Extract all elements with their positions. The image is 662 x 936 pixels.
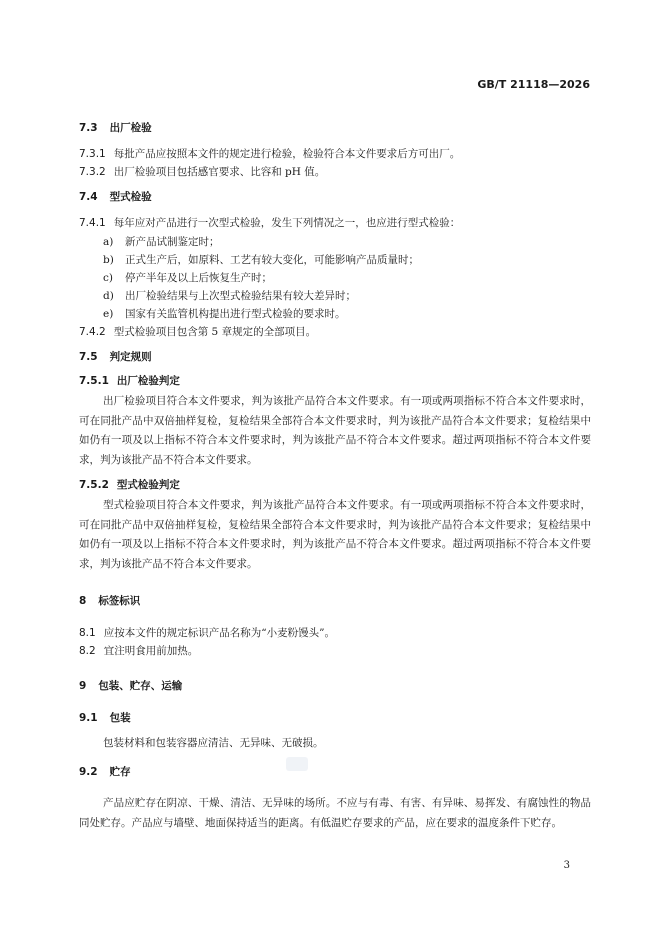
heading-9-1 <box>79 710 131 725</box>
clause-text: 型式检验项目包含第 5 章规定的全部项目。 <box>113 326 317 338</box>
clause-number: 7.3.2 <box>79 166 106 178</box>
heading-8 <box>79 593 140 608</box>
clause-number: 7.3.1 <box>79 148 106 160</box>
section-number: 7.5 <box>79 351 98 363</box>
section-number: 7.5.1 <box>79 375 109 387</box>
list-item: a) 新产品试制鉴定时； <box>103 236 220 248</box>
clause-text: 每年应对产品进行一次型式检验，发生下列情况之一，也应进行型式检验： <box>113 217 461 229</box>
clause-text: 应按本文件的规定标识产品名称为“小麦粉馒头”。 <box>103 627 335 639</box>
clause-text: 宜注明食用前加热。 <box>103 645 199 657</box>
list-item: e) 国家有关监管机构提出进行型式检验的要求时。 <box>103 308 346 320</box>
heading-7-4 <box>79 189 152 204</box>
paragraph-9-1: 包装材料和包装容器应清洁、无异味、无破损。 <box>103 737 324 749</box>
section-title: 包装 <box>109 712 131 724</box>
section-number: 7.3 <box>79 122 98 134</box>
heading-7-3 <box>79 120 152 135</box>
section-title: 判定规则 <box>109 351 152 363</box>
section-title: 包装、贮存、运输 <box>98 680 183 692</box>
section-title: 标签标识 <box>98 595 141 607</box>
clause-number: 8.1 <box>79 627 96 639</box>
list-item: b) 正式生产后，如原料、工艺有较大变化，可能影响产品质量时； <box>103 254 419 266</box>
clause-number: 8.2 <box>79 645 96 657</box>
clause-8-2 <box>79 643 198 658</box>
heading-7-5 <box>79 349 152 364</box>
paragraph-9-2: 产品应贮存在阴凉、干燥、清洁、无异味的场所。不应与有毒、有害、有异味、易挥发、有腐蚀性的物品同处贮存。产品应与墙壁、地面保持适当的距离。有低温贮存要求的产品，应在要求的温度条件下贮存。 <box>79 797 591 829</box>
section-title: 型式检验判定 <box>116 479 180 491</box>
list-item: d) 出厂检验结果与上次型式检验结果有较大差异时； <box>103 290 356 302</box>
section-number: 8 <box>79 595 87 607</box>
section-title: 型式检验 <box>109 191 152 203</box>
clause-7-4-1 <box>79 215 460 230</box>
watermark-logo <box>286 757 308 771</box>
clause-text: 出厂检验项目包括感官要求、比容和 pH 值。 <box>113 166 326 178</box>
clause-8-1 <box>79 625 335 640</box>
section-number: 9.1 <box>79 712 98 724</box>
section-number: 7.4 <box>79 191 98 203</box>
section-title: 出厂检验判定 <box>116 375 180 387</box>
paragraph-7-5-2: 型式检验项目符合本文件要求，判为该批产品符合本文件要求。有一项或两项指标不符合本文件要求时，可在同批产品中双倍抽样复检，复检结果全部符合本文件要求时，判为该批产品符合本文件要求；复检结果中如仍有一项及以上指标不符合本文件要求时，判为该批产品不符合本文件要求。超过两项指标不符合本文件要求，判为该批产品不符合本文件要求。 <box>79 499 591 570</box>
clause-number: 7.4.2 <box>79 326 106 338</box>
page-number: 3 <box>563 860 570 871</box>
section-title: 贮存 <box>109 766 131 778</box>
clause-7-3-1 <box>79 146 460 161</box>
heading-9-2 <box>79 764 131 779</box>
clause-7-4-2 <box>79 324 316 339</box>
list-item: c) 停产半年及以上后恢复生产时； <box>103 272 272 284</box>
clause-text: 每批产品应按照本文件的规定进行检验，检验符合本文件要求后方可出厂。 <box>113 148 461 160</box>
heading-9 <box>79 678 182 693</box>
standard-code: GB/T 21118—2026 <box>477 78 590 91</box>
section-number: 9.2 <box>79 766 98 778</box>
heading-7-5-2 <box>79 477 180 492</box>
section-number: 7.5.2 <box>79 479 109 491</box>
paragraph-7-5-1: 出厂检验项目符合本文件要求，判为该批产品符合本文件要求。有一项或两项指标不符合本文件要求时，可在同批产品中双倍抽样复检，复检结果全部符合本文件要求时，判为该批产品符合本文件要求；复检结果中如仍有一项及以上指标不符合本文件要求时，判为该批产品不符合本文件要求。超过两项指标不符合本文件要求，判为该批产品不符合本文件要求。 <box>79 395 591 466</box>
section-number: 9 <box>79 680 87 692</box>
clause-number: 7.4.1 <box>79 217 106 229</box>
heading-7-5-1 <box>79 373 180 388</box>
section-title: 出厂检验 <box>109 122 152 134</box>
clause-7-3-2 <box>79 164 325 179</box>
